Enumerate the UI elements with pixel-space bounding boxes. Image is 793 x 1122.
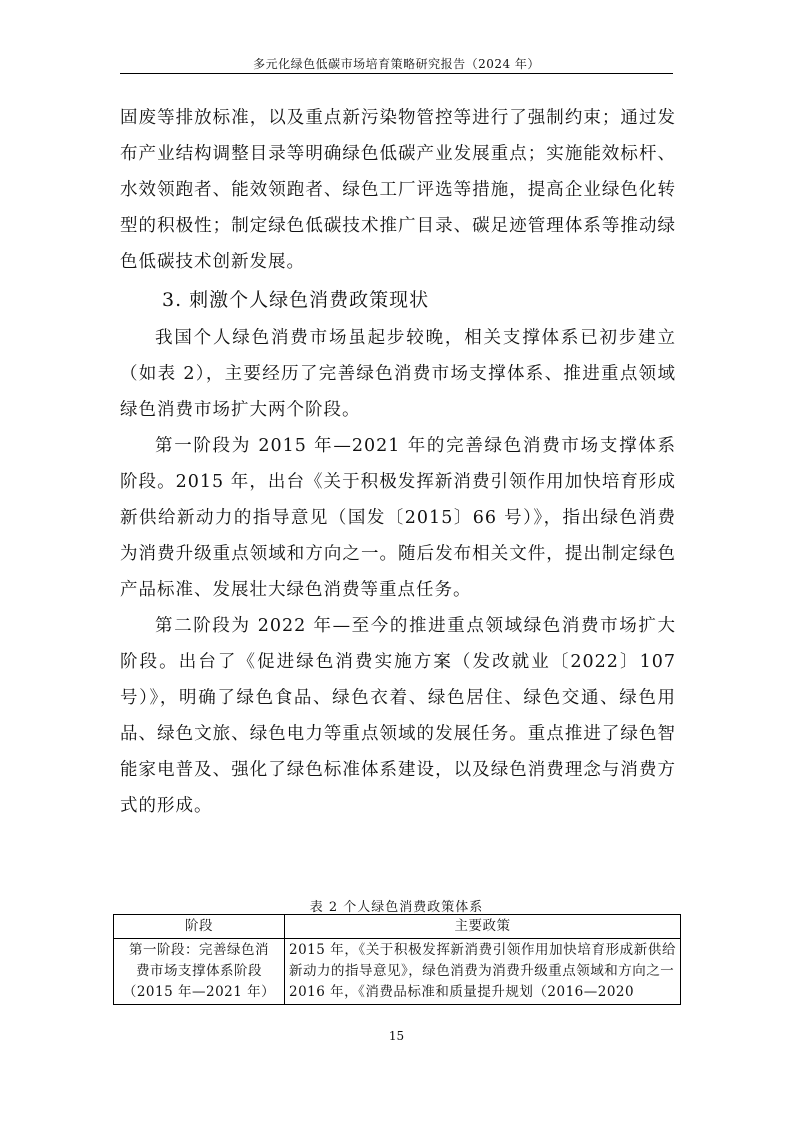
paragraph-4: 第二阶段为 2022 年—至今的推进重点领域绿色消费市场扩大阶段。出台了《促进绿色消费实施方案（发改就业〔2022〕107 号）》，明确了绿色食品、绿色衣着、绿色居住、绿色交通、绿色用品、绿色文旅、绿色电力等重点领域的发展任务。重点推进了绿色智能家电普及、强化了绿色标准体系建设，以及绿色消费理念与消费方式的形成。 — [120, 616, 676, 816]
stage-line: 第一阶段：完善绿色消 — [129, 942, 269, 958]
running-header: 多元化绿色低碳市场培育策略研究报告（2024 年） — [253, 57, 540, 71]
table-header-row — [114, 915, 681, 939]
header-rule — [120, 73, 673, 74]
policy-cell — [285, 939, 681, 1005]
table-row — [114, 939, 681, 1005]
column-header-stage: 阶段 — [114, 915, 285, 939]
section-heading: 3. 刺激个人绿色消费政策现状 — [162, 289, 430, 311]
paragraph-2: 我国个人绿色消费市场虽起步较晚，相关支撑体系已初步建立（如表 2），主要经历了完善绿色消费市场支撑体系、推进重点领域绿色消费市场扩大两个阶段。 — [120, 328, 676, 420]
stage-cell — [114, 939, 285, 1005]
table-caption: 表 2 个人绿色消费政策体系 — [309, 900, 484, 915]
policy-entry: 2015 年，《关于积极发挥新消费引领作用加快培育形成新供给新动力的指导意见》，绿色消费为消费升级重点领域和方向之一 — [289, 942, 676, 979]
stage-line: 费市场支撑体系阶段 — [136, 963, 262, 979]
stage-period: （2015 年—2021 年） — [122, 984, 276, 1000]
policy-table — [113, 914, 681, 1005]
paragraph-3: 第一阶段为 2015 年—2021 年的完善绿色消费市场支撑体系阶段。2015 年，出台《关于积极发挥新消费引领作用加快培育形成新供给新动力的指导意见（国发〔2015〕66 号）》，指出绿色消费为消费升级重点领域和方向之一。随后发布相关文件，提出制定绿色产品标准、发展壮大绿色消费等重点任务。 — [120, 436, 676, 600]
body-text — [120, 100, 676, 824]
column-header-policy: 主要政策 — [285, 915, 681, 939]
paragraph-1: 固废等排放标准，以及重点新污染物管控等进行了强制约束；通过发布产业结构调整目录等明确绿色低碳产业发展重点；实施能效标杆、水效领跑者、能效领跑者、绿色工厂评选等措施，提高企业绿色化转型的积极性；制定绿色低碳技术推广目录、碳足迹管理体系等推动绿色低碳技术创新发展。 — [120, 108, 676, 272]
page-number: 15 — [388, 1029, 405, 1043]
policy-entry: 2016 年，《消费品标准和质量提升规划（2016—2020 — [289, 984, 635, 1000]
